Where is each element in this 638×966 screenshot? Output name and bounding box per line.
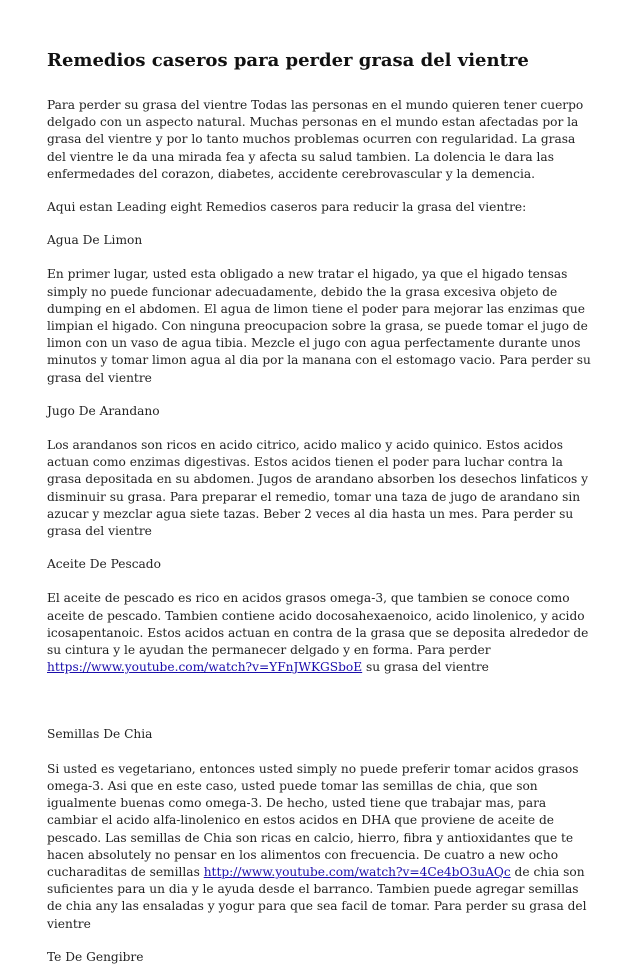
section-body-jugo-de-arandano: Los arandanos son ricos en acido citrico, acido malico y acido quinico. Estos acidos actuan como enzimas digestivas. Estos acidos tienen el poder para luchar contra la grasa depositada en su abdomen. Jugos de arandano absorben los desechos linfaticos y disminuir su grasa. Para preparar el remedio, tomar una taza de jugo de arandano sin azucar y mezclar agua siete tazas. Beber 2 veces al dia hasta un mes. Para perder su grasa del vientre [47,438,589,539]
list-intro-paragraph: Aqui estan Leading eight Remedios caseros para reducir la grasa del vientre: [47,200,527,215]
body-text-after-link: de chia son suficientes para un dia y le ayuda desde el barranco. Tambien puede agregar semillas de chia any las ensaladas y yogur para que sea facil de tomar. Para perder su grasa del vientre [47,864,587,931]
body-text-after-link: su grasa del vientre [362,660,489,675]
section-heading-jugo-de-arandano: Jugo De Arandano [47,403,160,418]
youtube-link[interactable]: https://www.youtube.com/watch?v=YFnJWKGSboE [47,660,363,675]
page-title: Remedios caseros para perder grasa del vientre [47,50,529,71]
section-heading-semillas-de-chia: Semillas De Chia [47,727,153,742]
section-body-aceite-de-pescado [47,590,592,676]
section-heading-te-de-gengibre: Te De Gengibre [47,949,144,964]
section-body-semillas-de-chia [47,761,592,933]
intro-paragraph: Para perder su grasa del vientre Todas las personas en el mundo quieren tener cuerpo delgado con un aspecto natural. Muchas personas en el mundo estan afectadas por la grasa del vientre y por lo tanto muchos problemas ocurren con regularidad. La grasa del vientre le da una mirada fea y afecta su salud tambien. La dolencia le dara las enfermedades del corazon, diabetes, accidente cerebrovascular y la demencia. [47,98,584,181]
section-heading-aceite-de-pescado: Aceite De Pescado [47,557,161,572]
blank-space [47,692,592,726]
section-body-agua-de-limon: En primer lugar, usted esta obligado a new tratar el higado, ya que el higado tensas simply no puede funcionar adecuadamente, debido the la grasa excesiva objeto de dumping en el abdomen. El agua de limon tiene el poder para mejorar las enzimas que limpian el higado. Con ninguna preocupacion sobre la grasa, se puede tomar el jugo de limon con un vaso de agua tibia. Mezcle el jugo con agua perfectamente durante unos minutos y tomar limon agua al dia por la manana con el estomago vacio. Para perder su grasa del vientre [47,267,591,385]
body-text-before-link: El aceite de pescado es rico en acidos grasos omega-3, que tambien se conoce como aceite de pescado. Tambien contiene acido docosahexaenoico, acido linolenico, y acido icosapentanoic. Estos acidos actuan en contra de la grasa que se deposita alrededor de su cintura y le ayudan the permanecer delgado y en forma. Para perder [47,591,589,658]
youtube-link[interactable]: http://www.youtube.com/watch?v=4Ce4bO3uAQc [203,864,511,879]
body-text-before-link: Si usted es vegetariano, entonces usted simply no puede preferir tomar acidos grasos omega-3. Asi que en este caso, usted puede tomar las semillas de chia, que son igualmente buenas como omega-3. De hecho, usted tiene que trabajar mas, para cambiar el acido alfa-linolenico en estos acidos en DHA que proviene de aceite de pescado. Las semillas de Chia son ricas en calcio, hierro, fibra y antioxidantes que te hacen absolutely no pensar en los alimentos con frecuencia. De cuatro a new ocho cucharaditas de semillas [47,761,579,879]
section-heading-agua-de-limon: Agua De Limon [47,233,143,248]
